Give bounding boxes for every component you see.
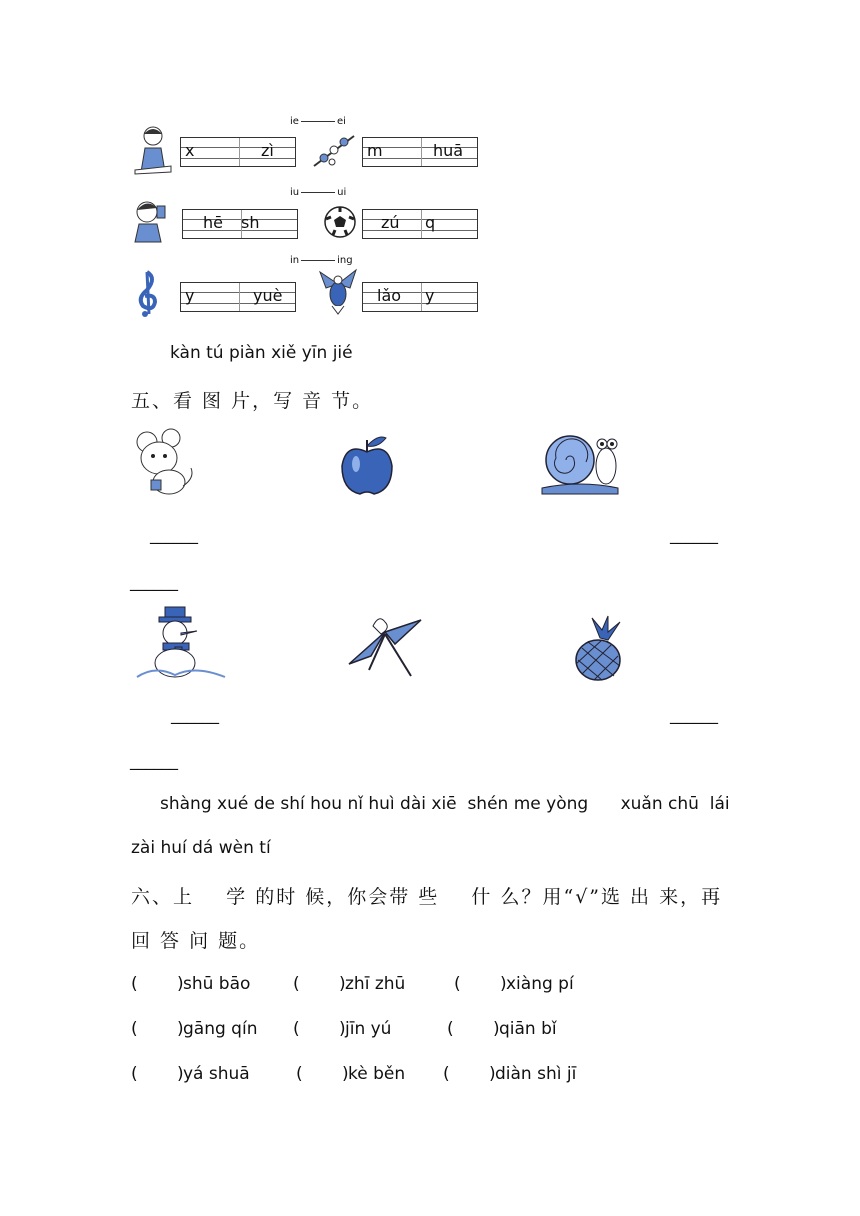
checkbox-paren-close: ) (177, 1019, 184, 1039)
answer-blank-4[interactable]: ______ (171, 705, 219, 724)
pair-right: ei (336, 116, 346, 127)
section6-title-line2: 回 答 问 题。 (131, 930, 261, 952)
checkbox-paren-open[interactable]: ( (131, 1064, 138, 1084)
plum-blossom-icon (312, 130, 356, 170)
section6-pinyin-line2: zài huí dá wèn tí (131, 838, 271, 858)
pair-label-iu-ui (290, 187, 346, 198)
option-row-3 (131, 1064, 611, 1088)
mouse-icon (133, 428, 197, 498)
kite-icon (345, 612, 425, 682)
checkbox-paren-open[interactable]: ( (131, 974, 138, 994)
answer-blank-5[interactable]: ______ (670, 705, 718, 724)
option-label: kè běn (348, 1064, 406, 1084)
checkbox-paren-close: ) (177, 1064, 184, 1084)
pinyin-box-3-right[interactable] (362, 282, 478, 312)
box-text: sh (241, 213, 260, 232)
option-label: qiān bǐ (499, 1019, 557, 1039)
pair-right: ing (337, 255, 353, 266)
eagle-icon (318, 266, 358, 316)
option-label: yá shuā (183, 1064, 250, 1084)
checkbox-paren-close: ) (489, 1064, 496, 1084)
option-row-1 (131, 974, 611, 998)
checkbox-paren-open[interactable]: ( (454, 974, 461, 994)
pinyin-box-1-left[interactable] (180, 137, 296, 167)
checkbox-paren-open[interactable]: ( (293, 974, 300, 994)
boy-drinking-icon (131, 198, 171, 244)
box-text: zú (381, 213, 400, 232)
snail-icon (540, 430, 624, 496)
box-text: q (425, 213, 436, 232)
checkbox-paren-close: ) (500, 974, 507, 994)
checkbox-paren-close: ) (339, 974, 346, 994)
option-row-2 (131, 1019, 611, 1043)
pair-left: in (290, 255, 300, 266)
checkbox-paren-open[interactable]: ( (131, 1019, 138, 1039)
section6-title-line1: 六、上 学 的时 候，你会带 些 什 么？用“√”选 出 来，再 (131, 886, 723, 908)
box-text: y (185, 286, 195, 305)
answer-blank-1[interactable]: ______ (150, 525, 198, 544)
pinyin-box-2-right[interactable] (362, 209, 478, 239)
checkbox-paren-close: ) (342, 1064, 349, 1084)
pineapple-icon (572, 614, 628, 682)
option-label: zhī zhū (345, 974, 406, 994)
box-text: zì (261, 141, 274, 160)
pinyin-box-2-left[interactable] (182, 209, 298, 239)
checkbox-paren-close: ) (177, 974, 184, 994)
box-text: lǎo (377, 286, 402, 305)
apple-icon (338, 430, 396, 498)
option-label: shū bāo (183, 974, 251, 994)
box-text: hē (203, 213, 223, 232)
checkbox-paren-open[interactable]: ( (296, 1064, 303, 1084)
pair-label-ie-ei (290, 116, 346, 127)
pair-right: ui (337, 187, 347, 198)
box-text: m (367, 141, 383, 160)
pair-left: ie (290, 116, 299, 127)
box-text: y (425, 286, 435, 305)
answer-blank-3[interactable]: ______ (130, 572, 178, 591)
checkbox-paren-open[interactable]: ( (443, 1064, 450, 1084)
checkbox-paren-close: ) (493, 1019, 500, 1039)
answer-blank-2[interactable]: ______ (670, 525, 718, 544)
box-text: huā (433, 141, 464, 160)
pinyin-box-3-left[interactable] (180, 282, 296, 312)
music-note-icon (133, 268, 161, 318)
checkbox-paren-open[interactable]: ( (447, 1019, 454, 1039)
pair-label-in-ing (290, 255, 353, 266)
answer-blank-6[interactable]: ______ (130, 751, 178, 770)
section6-pinyin-line1: shàng xué de shí hou nǐ huì dài xiē shén me yòng xuǎn chū lái (160, 794, 730, 814)
checkbox-paren-close: ) (339, 1019, 346, 1039)
box-text: x (185, 141, 195, 160)
option-label: jīn yú (345, 1019, 392, 1039)
checkbox-paren-open[interactable]: ( (293, 1019, 300, 1039)
section5-pinyin: kàn tú piàn xiě yīn jié (170, 343, 353, 363)
box-text: yuè (253, 286, 283, 305)
soccer-ball-icon (323, 205, 357, 239)
option-label: gāng qín (183, 1019, 258, 1039)
pair-left: iu (290, 187, 300, 198)
section5-title: 五、看 图 片，写 音 节。 (131, 390, 374, 412)
girl-writing-icon (133, 124, 173, 176)
option-label: xiàng pí (506, 974, 574, 994)
pinyin-box-1-right[interactable] (362, 137, 478, 167)
snowman-icon (135, 605, 227, 681)
option-label: diàn shì jī (495, 1064, 577, 1084)
